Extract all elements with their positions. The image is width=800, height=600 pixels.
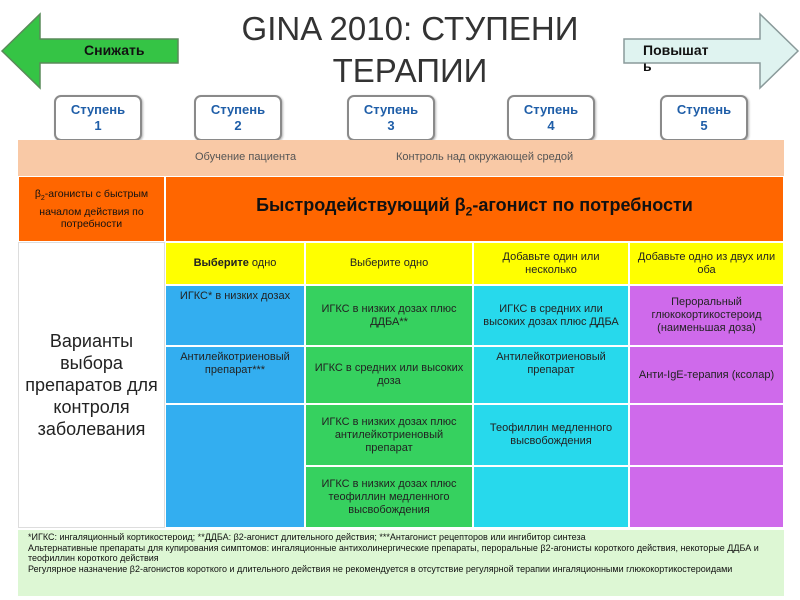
step-number: 4 (547, 118, 555, 133)
step-label: Ступень (676, 102, 732, 117)
education-row (18, 140, 784, 176)
patient-education-label: Обучение пациента (195, 151, 297, 163)
options-label: Варианты выбора препаратов для контроля заболевания (18, 242, 165, 528)
step-5 (660, 95, 748, 141)
step5-oral-corticosteroid: Пероральный глюкокортикостероид (наименьшая доза) (629, 285, 784, 346)
step5-empty-2 (629, 466, 784, 528)
choose-header-step3: Выберите одно (305, 242, 473, 285)
step-label: Ступень (523, 102, 579, 117)
step-number: 5 (700, 118, 708, 133)
step-4 (507, 95, 595, 141)
increase-label: Повышать (643, 42, 709, 74)
step2-antileukotriene: Антилейкотриеновый препарат*** (165, 346, 305, 404)
step-number: 2 (234, 118, 242, 133)
step-2 (194, 95, 282, 141)
step-number: 1 (94, 118, 102, 133)
choose-header-step4: Добавьте один или несколько (473, 242, 629, 285)
step4-antileukotriene: Антилейкотриеновый препарат (473, 346, 629, 404)
rescue-agonist-label: $\beta_2$-агонисты с быстрым началом действия по потребности (18, 176, 165, 242)
step2-low-dose-ics: ИГКС* в низких дозах (165, 285, 305, 346)
step-1 (54, 95, 142, 141)
step-number: 3 (387, 118, 395, 133)
step5-anti-ige: Анти-IgE-терапия (ксолар) (629, 346, 784, 404)
rescue-agonist-banner: Быстродействующий $\beta_2$-агонист по потребности (165, 176, 784, 242)
step3-medium-high-ics: ИГКС в средних или высоких доза (305, 346, 473, 404)
footnotes-box (18, 530, 784, 596)
step3-low-ics-antileukotriene: ИГКС в низких дозах плюс антилейкотриеновый препарат (305, 404, 473, 466)
choose-header-step2: Выберите одно (165, 242, 305, 285)
step-3 (347, 95, 435, 141)
footnote-recommendation: Регулярное назначение β2-агонистов короткого и длительного действия не рекомендуется в отсутствие регулярной терапии ингаляционными глюкокортикостероидами (28, 563, 733, 574)
step-label: Ступень (70, 102, 126, 117)
choose-header-step5: Добавьте одно из двух или оба (629, 242, 784, 285)
step-label: Ступень (363, 102, 419, 117)
footnote-alternatives: Альтернативные препараты для купирования симптомов: ингаляционные антихолинергические препараты, пероральные β2-агонисты короткого действия, некоторые ДДБА и теофиллин короткого действия (28, 542, 759, 563)
page-title: GINA 2010: СТУПЕНИ ТЕРАПИИ (241, 10, 579, 89)
decrease-label: Снижать (84, 42, 145, 58)
footnote-abbreviations: *ИГКС: ингаляционный кортикостероид; **ДДБА: β2-агонист длительного действия; ***Антагонист рецепторов или ингибитор синтеза (28, 532, 586, 542)
step4-medium-high-ics-laba: ИГКС в средних или высоких дозах плюс ДДБА (473, 285, 629, 346)
step2-empty (165, 404, 305, 528)
step4-empty (473, 466, 629, 528)
step3-low-ics-theophylline: ИГКС в низких дозах плюс теофиллин медленного высвобождения (305, 466, 473, 528)
step4-theophylline: Теофиллин медленного высвобождения (473, 404, 629, 466)
environment-control-label: Контроль над окружающей средой (396, 151, 574, 163)
step3-low-ics-laba: ИГКС в низких дозах плюс ДДБА** (305, 285, 473, 346)
step-label: Ступень (210, 102, 266, 117)
step5-empty-1 (629, 404, 784, 466)
